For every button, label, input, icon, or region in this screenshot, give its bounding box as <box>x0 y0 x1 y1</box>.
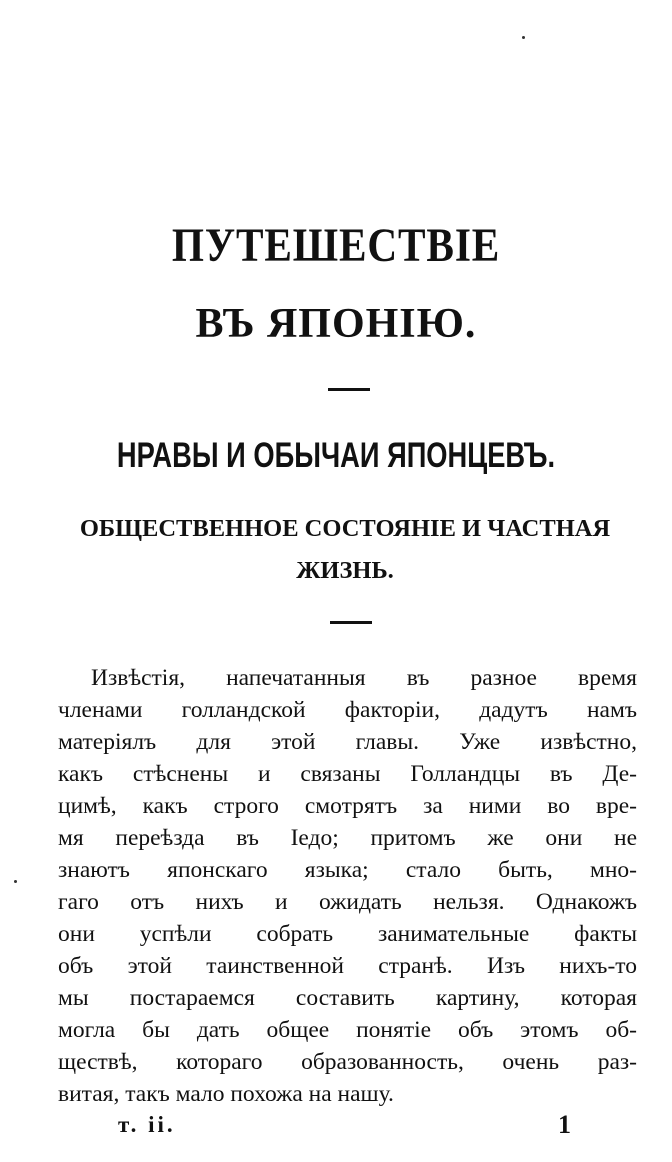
book-subtitle <box>0 300 672 348</box>
section-divider <box>330 621 372 624</box>
text-line: какъ стѣснены и связаны Голландцы въ Де- <box>58 761 637 787</box>
text-line: Извѣстія, напечатанныя въ разное время <box>91 665 637 691</box>
section-subheading: ОБЩЕСТВЕННОЕ СОСТОЯНІЕ И ЧАСТНАЯ ЖИЗНЬ. <box>79 515 611 584</box>
text-line: знаютъ японскаго языка; стало быть, мно- <box>58 857 637 883</box>
section-heading: НРАВЫ И ОБЫЧАИ ЯПОНЦЕВЪ. <box>116 436 556 475</box>
paper-speck <box>522 36 525 39</box>
text-line: цимѣ, какъ строго смотрятъ за ними во вре- <box>58 793 637 819</box>
signature-mark: т. ii. <box>118 1112 176 1137</box>
body-paragraph <box>58 662 637 1110</box>
text-line: могла бы дать общее понятіе объ этомъ об- <box>58 1017 637 1043</box>
book-title: ПУТЕШЕСТВІЕ <box>171 219 501 272</box>
text-line: гаго отъ нихъ и ожидать нельзя. Однакожъ <box>58 889 637 915</box>
text-line: они успѣли собрать занимательные факты <box>58 921 637 947</box>
page-number: 1 <box>558 1110 571 1139</box>
title-divider <box>328 388 370 391</box>
text-line: членами голландской факторіи, дадутъ намъ <box>58 697 637 723</box>
paper-speck <box>14 880 17 883</box>
text-line: мы постараемся составить картину, которая <box>58 985 637 1011</box>
text-line: мя переѣзда въ Іедо; притомъ же они не <box>58 825 637 851</box>
text-line: ществѣ, котораго образованность, очень раз- <box>58 1049 637 1075</box>
text-line: объ этой таинственной странѣ. Изъ нихъ-то <box>58 953 637 979</box>
text-line: матеріялъ для этой главы. Уже извѣстно, <box>58 729 637 755</box>
text-line: витая, такъ мало похожа на нашу. <box>58 1081 394 1107</box>
book-subtitle-text: ВЪ ЯПОНІЮ. <box>195 301 477 347</box>
